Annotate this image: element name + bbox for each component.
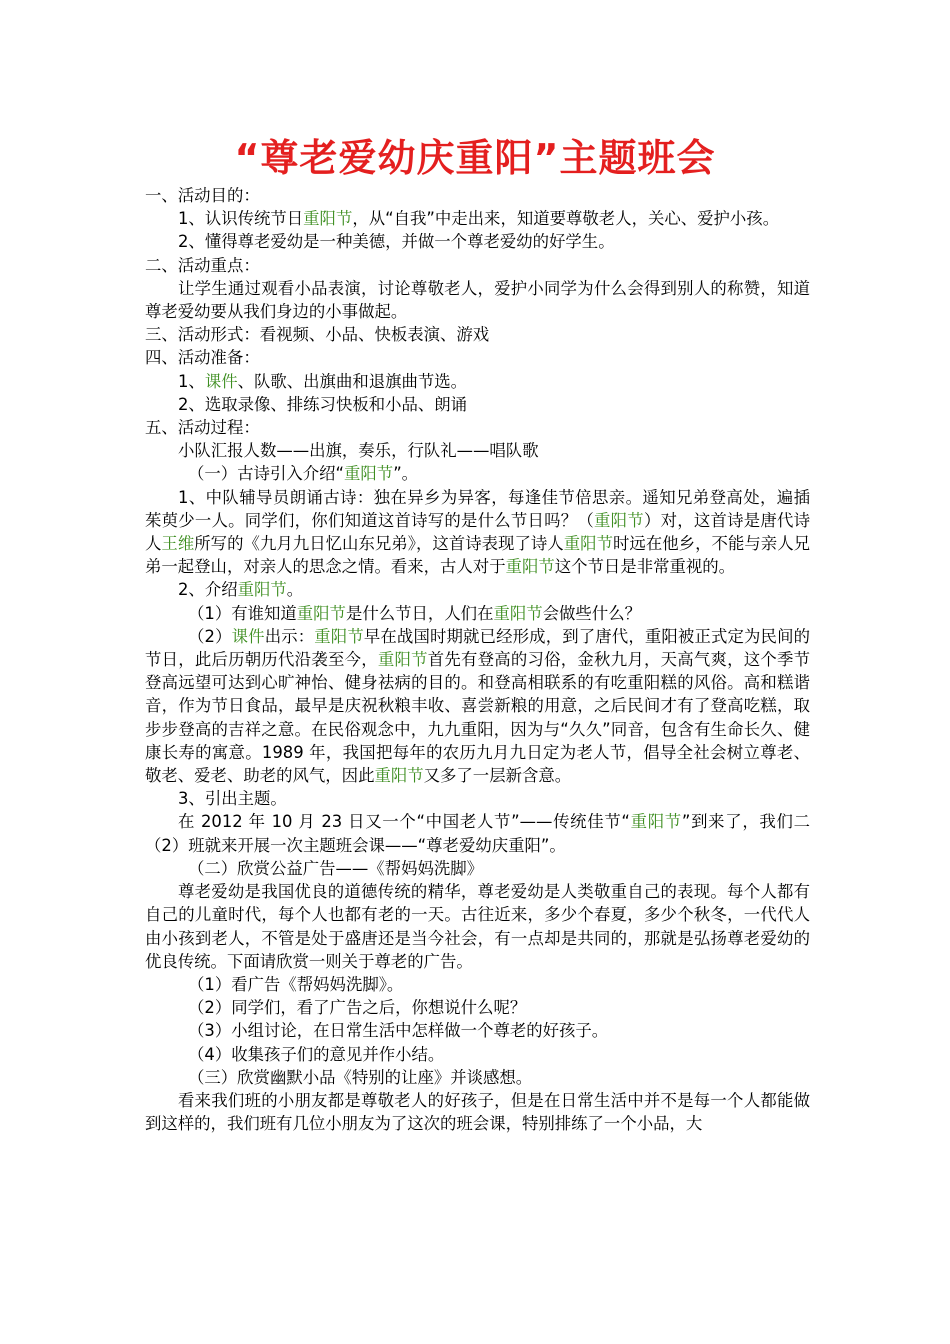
paragraph-text: 早在战国时期就已经形成，到了唐代，重阳被正式定为民间的节日，此后历朝历代沿袭至今， [145, 626, 811, 670]
highlighted-term: 重阳节 [505, 557, 555, 577]
paragraph-text: 让学生通过观看小品表演，讨论尊敬老人，爱护小同学为什么会得到别人的称赞，知道尊老爱幼要从我们身边的小事做起。 [145, 278, 810, 322]
highlighted-term: 重阳节 [377, 650, 428, 670]
highlighted-term: 重阳节 [493, 603, 543, 623]
paragraph [145, 880, 810, 973]
paragraph [145, 602, 810, 625]
paragraph-text: 1、认识传统节日 [178, 209, 304, 229]
paragraph [145, 254, 810, 277]
highlighted-term: 重阳节 [296, 603, 346, 623]
paragraph [145, 370, 810, 393]
paragraph [145, 207, 810, 230]
paragraph-text: 2、介绍 [178, 580, 238, 600]
paragraph [145, 486, 810, 579]
paragraph-text: 时远在他乡，不能与亲人兄弟一起登山，对亲人的思念之情。看来，古人对于 [145, 534, 811, 577]
paragraph-text: 1、中队辅导员朗诵古诗：独在异乡为异客，每逢佳节倍思亲。遥知兄弟登高处，遍插茱萸少一人。同学们，你们知道这首诗写的是什么节日吗？（ [145, 487, 810, 530]
paragraph [145, 416, 810, 439]
paragraph-text: 三、活动形式：看视频、小品、快板表演、游戏 [145, 325, 490, 345]
paragraph [145, 996, 810, 1019]
highlighted-term: 重阳节 [594, 510, 644, 530]
paragraph-text: （一）古诗引入介绍“ [188, 464, 345, 484]
document-body [145, 184, 810, 1135]
paragraph [145, 857, 810, 880]
paragraph [145, 439, 810, 462]
paragraph [145, 625, 810, 787]
paragraph [145, 973, 810, 996]
paragraph-text: 这个节日是非常重视的。 [554, 557, 736, 577]
paragraph-text: 小队汇报人数——出旗，奏乐，行队礼——唱队歌 [178, 441, 539, 461]
paragraph-text: （1）有谁知道 [188, 603, 297, 623]
paragraph-text: （二）欣赏公益广告——《帮妈妈洗脚》 [188, 858, 484, 878]
paragraph-text: 2、选取录像、排练习快板和小品、朗诵 [178, 394, 468, 414]
paragraph-text: （1）看广告《帮妈妈洗脚》。 [188, 974, 404, 994]
paragraph-text: （2） [188, 626, 232, 646]
highlighted-term: 重阳节 [344, 464, 394, 484]
paragraph [145, 277, 810, 323]
paragraph [145, 1043, 810, 1066]
paragraph-text: 首先有登高的习俗，金秋九月，天高气爽，这个季节登高远望可达到心旷神怡、健身祛病的目的。和登高相联系的有吃重阳糕的风俗。高和糕谐音，作为节日食品，最早是庆祝秋粮丰收、喜尝新粮的用意，之后民间才有了登高吃糕，取步步登高的吉祥之意。在民俗观念中，九九重阳，因为与“久久”同音，包含有生命长久、健康长寿的寓意。1989 年，我国把每年的农历九月九日定为老人节，倡导全社会树立尊老、敬老、爱老、助老的风气，因此 [145, 650, 811, 786]
paragraph [145, 810, 810, 856]
paragraph-text: 又多了一层新含意。 [423, 766, 572, 786]
paragraph-text: 出示： [264, 626, 315, 646]
highlighted-term: 重阳节 [563, 534, 613, 554]
paragraph-text: 看来我们班的小朋友都是尊敬老人的好孩子，但是在日常生活中并不是每一个人都能做到这样的，我们班有几位小朋友为了这次的班会课，特别排练了一个小品，大 [145, 1090, 810, 1134]
paragraph [145, 578, 810, 601]
highlighted-term: 重阳节 [237, 580, 287, 600]
highlighted-term: 重阳节 [314, 626, 364, 646]
paragraph-text: 在 2012 年 10 月 23 日又一个“中国老人节”——传统佳节“ [178, 812, 630, 832]
paragraph-text: 3、引出主题。 [178, 789, 287, 809]
document-title: “尊老爱幼庆重阳”主题班会 [234, 136, 716, 180]
highlighted-term: 课件 [231, 626, 265, 646]
highlighted-term: 重阳节 [629, 812, 682, 832]
highlighted-term: 王维 [161, 534, 195, 554]
paragraph-text: （3）小组讨论，在日常生活中怎样做一个尊老的好孩子。 [188, 1021, 609, 1041]
paragraph-text: 1、 [178, 371, 205, 391]
paragraph-text: 尊老爱幼是我国优良的道德传统的精华，尊老爱幼是人类敬重自己的表现。每个人都有自己的儿童时代，每个人也都有老的一天。古往近来，多少个春夏，多少个秋冬，一代代人由小孩到老人，不管是处于盛唐还是当今社会，有一点却是共同的，那就是弘扬尊老爱幼的优良传统。下面请欣赏一则关于尊老的广告。 [145, 882, 810, 971]
paragraph-text: 2、懂得尊老爱幼是一种美德，并做一个尊老爱幼的好学生。 [178, 232, 615, 252]
paragraph-text: ）对，这首诗是唐代诗人 [145, 510, 811, 554]
paragraph-text: ”。 [393, 464, 419, 484]
paragraph-text: 四、活动准备： [145, 348, 260, 368]
paragraph-text: ”到来了，我们二（2）班就来开展一次主题班会课——“尊老爱幼庆重阳”。 [145, 812, 810, 855]
paragraph [145, 230, 810, 253]
paragraph [145, 393, 810, 416]
paragraph [145, 323, 810, 346]
paragraph-text: 会做些什么？ [542, 603, 641, 623]
paragraph-text: （4）收集孩子们的意见并作小结。 [188, 1044, 445, 1064]
paragraph [145, 184, 810, 207]
paragraph [145, 462, 810, 485]
paragraph-text: 所写的《九月九日忆山东兄弟》，这首诗表现了诗人 [194, 534, 564, 554]
highlighted-term: 重阳节 [374, 766, 424, 786]
paragraph-text: ，从“自我”中走出来，知道要尊敬老人，关心、爱护小孩。 [352, 209, 780, 229]
paragraph-text: 二、活动重点： [145, 255, 260, 275]
paragraph-text: 。 [286, 580, 304, 600]
paragraph [145, 346, 810, 369]
paragraph [145, 1089, 810, 1135]
paragraph-text: 五、活动过程： [145, 418, 260, 438]
paragraph [145, 787, 810, 810]
paragraph [145, 1066, 810, 1089]
paragraph-text: 是什么节日，人们在 [345, 603, 494, 623]
paragraph-text: 、队歌、出旗曲和退旗曲节选。 [237, 371, 468, 391]
paragraph-text: （三）欣赏幽默小品《特别的让座》并谈感想。 [188, 1067, 533, 1087]
paragraph [145, 1019, 810, 1042]
paragraph-text: 一、活动目的： [145, 186, 260, 205]
paragraph-text: （2）同学们，看了广告之后，你想说什么呢？ [188, 998, 527, 1018]
highlighted-term: 重阳节 [303, 209, 353, 229]
highlighted-term: 课件 [204, 371, 238, 391]
